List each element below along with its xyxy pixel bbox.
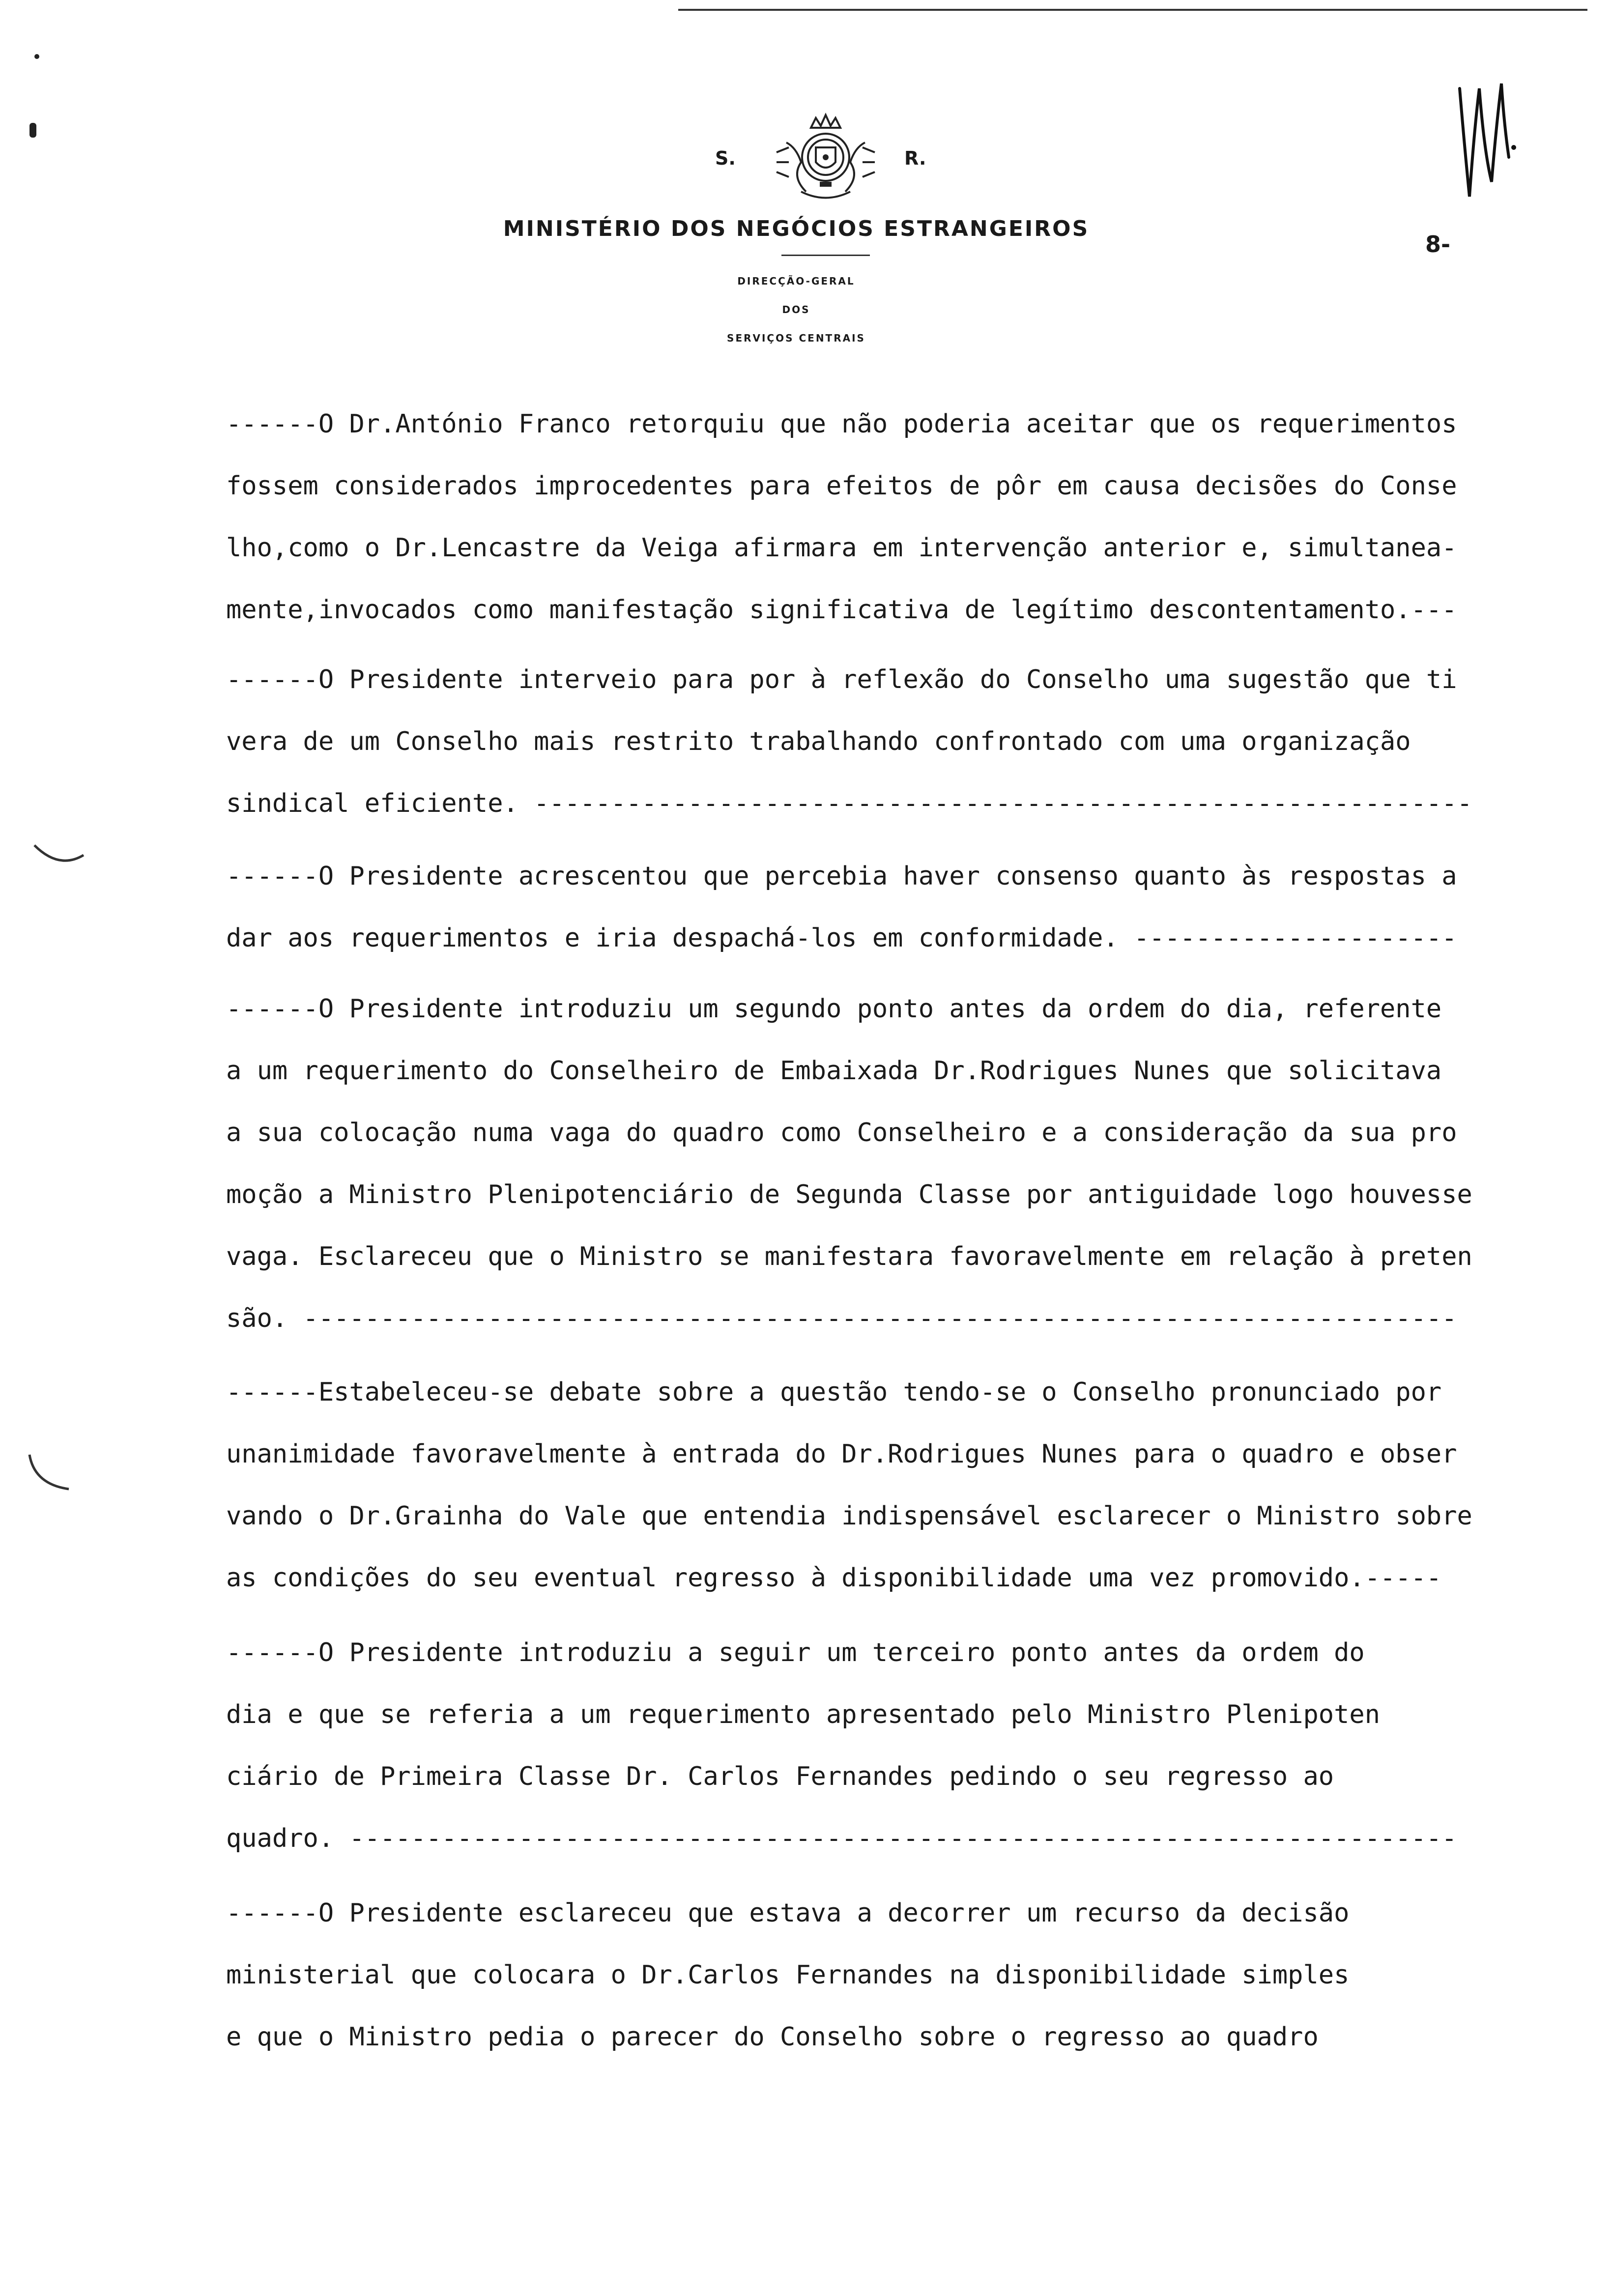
text-line: ------O Presidente introduziu um segundo ponto antes da ordem do dia, referente xyxy=(226,994,1442,1024)
text-line: as condições do seu eventual regresso à disponibilidade uma vez promovido.----- xyxy=(226,1563,1442,1593)
margin-punch-mark xyxy=(20,1450,88,1499)
text-line: vera de um Conselho mais restrito trabalhando confrontado com uma organização xyxy=(226,727,1411,756)
text-line: mente,invocados como manifestação significativa de legítimo descontentamento.--- xyxy=(226,595,1457,625)
text-line: a um requerimento do Conselheiro de Embaixada Dr.Rodrigues Nunes que solicitava xyxy=(226,1056,1442,1086)
paragraph-2 xyxy=(226,649,1573,834)
text-line: e que o Ministro pedia o parecer do Conselho sobre o regresso ao quadro xyxy=(226,2022,1319,2052)
text-line: vando o Dr.Grainha do Vale que entendia indispensável esclarecer o Ministro sobre xyxy=(226,1501,1472,1531)
paragraph-4 xyxy=(226,978,1573,1349)
text-line: unanimidade favoravelmente à entrada do Dr.Rodrigues Nunes para o quadro e obser xyxy=(226,1439,1457,1469)
page-number: 8- xyxy=(1425,231,1451,258)
text-line: ------O Presidente interveio para por à reflexão do Conselho uma sugestão que ti xyxy=(226,665,1457,694)
scan-speck xyxy=(29,123,36,138)
text-line: ------O Presidente acrescentou que percebia haver consenso quanto às respostas a xyxy=(226,861,1457,891)
text-line: dar aos requerimentos e iria despachá-los em conformidade. --------------------- xyxy=(226,923,1457,953)
paragraph-5 xyxy=(226,1361,1573,1609)
direction-line-2: DOS xyxy=(782,304,810,316)
handwritten-initials-signature xyxy=(1450,59,1519,206)
text-line: quadro. ------------------------------------------------------------------------ xyxy=(226,1824,1457,1853)
coat-of-arms-emblem xyxy=(767,108,885,206)
direction-line-3: SERVIÇOS CENTRAIS xyxy=(727,332,865,344)
ministry-name: MINISTÉRIO DOS NEGÓCIOS ESTRANGEIROS xyxy=(503,216,1090,241)
letterhead-left-letter: S. xyxy=(715,147,736,169)
text-line: são. --------------------------------------------------------------------------- xyxy=(226,1304,1457,1333)
ministry-underline xyxy=(781,255,870,256)
top-rule xyxy=(678,9,1587,11)
text-line: ciário de Primeira Classe Dr. Carlos Fernandes pedindo o seu regresso ao xyxy=(226,1762,1334,1791)
letterhead-right-letter: R. xyxy=(904,147,926,169)
text-line: fossem considerados improcedentes para efeitos de pôr em causa decisões do Conse xyxy=(226,471,1457,501)
scan-speck xyxy=(34,54,39,59)
text-line: ------O Dr.António Franco retorquiu que não poderia aceitar que os requerimentos xyxy=(226,409,1457,439)
text-line: ------Estabeleceu-se debate sobre a questão tendo-se o Conselho pronunciado por xyxy=(226,1378,1442,1407)
text-line: dia e que se referia a um requerimento apresentado pelo Ministro Plenipoten xyxy=(226,1700,1380,1729)
text-line: a sua colocação numa vaga do quadro como Conselheiro e a consideração da sua pro xyxy=(226,1118,1457,1148)
text-line: ------O Presidente esclareceu que estava a decorrer um recurso da decisão xyxy=(226,1898,1350,1928)
text-line: lho,como o Dr.Lencastre da Veiga afirmara em intervenção anterior e, simultanea- xyxy=(226,533,1457,563)
text-line: vaga. Esclareceu que o Ministro se manifestara favoravelmente em relação à preten xyxy=(226,1242,1472,1271)
paragraph-1 xyxy=(226,393,1573,641)
margin-punch-mark xyxy=(29,835,88,885)
paragraph-7 xyxy=(226,1882,1573,2068)
text-line: sindical eficiente. ------------------------------------------------------------- xyxy=(226,789,1472,818)
text-line: ministerial que colocara o Dr.Carlos Fernandes na disponibilidade simples xyxy=(226,1960,1350,1990)
text-line: moção a Ministro Plenipotenciário de Segunda Classe por antiguidade logo houvesse xyxy=(226,1180,1472,1209)
paragraph-6 xyxy=(226,1622,1573,1869)
text-line: ------O Presidente introduziu a seguir um terceiro ponto antes da ordem do xyxy=(226,1638,1365,1667)
paragraph-3 xyxy=(226,845,1573,969)
direction-line-1: DIRECÇÃO-GERAL xyxy=(737,275,855,287)
